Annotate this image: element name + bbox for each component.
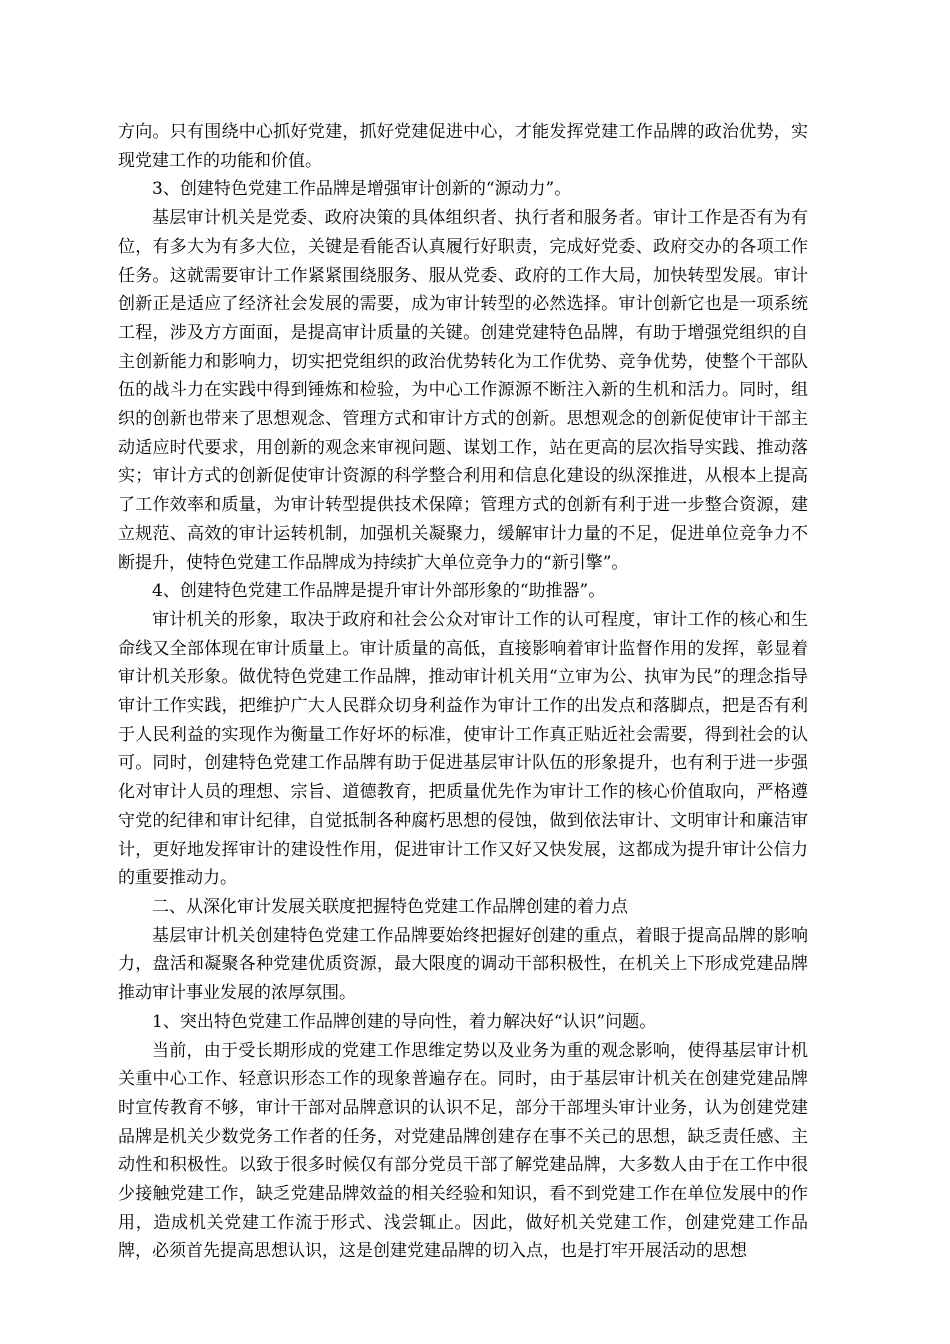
paragraph-body: 基层审计机关创建特色党建工作品牌要始终把握好创建的重点，着眼于提高品牌的影响力，盘活和凝聚各种党建优质资源，最大限度的调动干部积极性，在机关上下形成党建品牌推动审计事业发展的浓厚氛围。 [118,925,808,1004]
section-heading-3: 3、创建特色党建工作品牌是增强审计创新的“源动力”。 [152,179,572,200]
paragraph-body: 当前，由于受长期形成的党建工作思维定势以及业务为重的观念影响，使得基层审计机关重中心工作、轻意识形态工作的现象普遍存在。同时，由于基层审计机关在创建党建品牌时宣传教育不够，审计干部对品牌意识的认识不足，部分干部埋头审计业务，认为创建党建品牌是机关少数党务工作者的任务，对党建品牌创建存在事不关己的思想，缺乏责任感、主动性和积极性。以致于很多时候仅有部分党员干部了解党建品牌，大多数人由于在工作中很少接触党建工作，缺乏党建品牌效益的相关经验和知识，看不到党建工作在单位发展中的作用，造成机关党建工作流于形式、浅尝辄止。因此，做好机关党建工作，创建党建工作品牌，必须首先提高思想认识，这是创建党建品牌的切入点，也是打牢开展活动的思想 [118,1040,808,1262]
document-page [118,118,808,1266]
paragraph-intro: 方向。只有围绕中心抓好党建，抓好党建促进中心，才能发挥党建工作品牌的政治优势，实现党建工作的功能和价值。 [118,122,808,171]
paragraph-body: 基层审计机关是党委、政府决策的具体组织者、执行者和服务者。审计工作是否有为有位，有多大为有多大位，关键是看能否认真履行好职责，完成好党委、政府交办的各项工作任务。这就需要审计工作紧紧围绕服务、服从党委、政府的工作大局，加快转型发展。审计创新正是适应了经济社会发展的需要，成为审计转型的必然选择。审计创新它也是一项系统工程，涉及方方面面，是提高审计质量的关键。创建党建特色品牌，有助于增强党组织的自主创新能力和影响力，切实把党组织的政治优势转化为工作优势、竞争优势，使整个干部队伍的战斗力在实践中得到锤炼和检验，为中心工作源源不断注入新的生机和活力。同时，组织的创新也带来了思想观念、管理方式和审计方式的创新。思想观念的创新促使审计干部主动适应时代要求，用创新的观念来审视问题、谋划工作，站在更高的层次指导实践、推动落实；审计方式的创新促使审计资源的科学整合利用和信息化建设的纵深推进，从根本上提高了工作效率和质量，为审计转型提供技术保障；管理方式的创新有利于进一步整合资源，建立规范、高效的审计运转机制，加强机关凝聚力，缓解审计力量的不足，促进单位竞争力不断提升，使特色党建工作品牌成为持续扩大单位竞争力的“新引擎”。 [118,208,808,573]
chapter-heading-2: 二、从深化审计发展关联度把握特色党建工作品牌创建的着力点 [152,896,628,917]
section-heading-1: 1、突出特色党建工作品牌创建的导向性，着力解决好“认识”问题。 [152,1011,657,1032]
paragraph-body: 审计机关的形象，取决于政府和社会公众对审计工作的认可程度，审计工作的核心和生命线又全部体现在审计质量上。审计质量的高低，直接影响着审计监督作用的发挥，彰显着审计机关形象。做优特色党建工作品牌，推动审计机关用“立审为公、执审为民”的理念指导审计工作实践，把维护广大人民群众切身利益作为审计工作的出发点和落脚点，把是否有利于人民利益的实现作为衡量工作好坏的标准，使审计工作真正贴近社会需要，得到社会的认可。同时，创建特色党建工作品牌有助于促进基层审计队伍的形象提升，也有利于进一步强化对审计人员的理想、宗旨、道德教育，把质量优先作为审计工作的核心价值取向，严格遵守党的纪律和审计纪律，自觉抵制各种腐朽思想的侵蚀，做到依法审计、文明审计和廉洁审计，更好地发挥审计的建设性作用，促进审计工作又好又快发展，这都成为提升审计公信力的重要推动力。 [118,609,808,889]
section-heading-4: 4、创建特色党建工作品牌是提升审计外部形象的“助推器”。 [152,581,606,602]
